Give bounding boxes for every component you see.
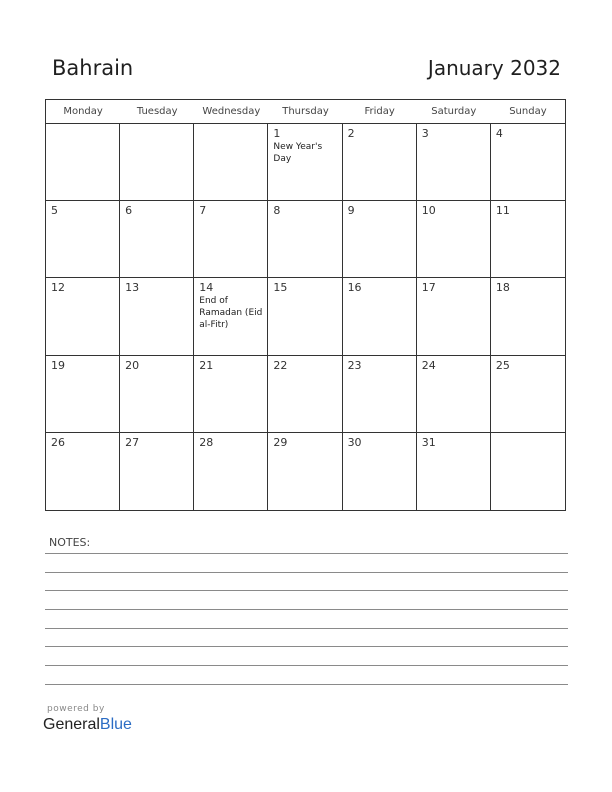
day-number: 7 — [199, 204, 207, 218]
calendar-day-cell[interactable] — [268, 356, 342, 433]
day-number: 28 — [199, 435, 214, 449]
calendar-day-cell[interactable] — [268, 201, 342, 278]
calendar-day-cell[interactable] — [417, 356, 491, 433]
day-number: 14 — [199, 281, 214, 295]
day-number: 2 — [347, 127, 355, 140]
note-line — [45, 609, 568, 610]
calendar-month-year: January 2032 — [427, 56, 561, 80]
calendar-day-cell[interactable] — [343, 356, 417, 433]
day-number: 18 — [495, 281, 510, 295]
calendar-day-cell[interactable] — [491, 124, 565, 201]
day-number: 17 — [421, 281, 436, 295]
day-number: 25 — [495, 358, 510, 372]
brand-logo[interactable] — [43, 716, 132, 734]
calendar-day-cell[interactable] — [194, 124, 268, 201]
day-number: 1 — [273, 127, 281, 140]
calendar-day-cell[interactable] — [120, 124, 194, 201]
holiday-event: New Year's Day — [273, 142, 323, 164]
day-number: 12 — [51, 281, 65, 295]
weekday-header-saturday: Saturday — [417, 100, 491, 124]
calendar-day-cell[interactable] — [46, 433, 120, 510]
day-number: 27 — [125, 435, 140, 449]
calendar-day-cell[interactable] — [194, 433, 268, 510]
day-number: 23 — [347, 358, 362, 372]
calendar-day-cell[interactable] — [343, 433, 417, 510]
calendar-day-cell[interactable] — [343, 201, 417, 278]
day-number: 19 — [51, 358, 65, 372]
day-number: 31 — [421, 435, 436, 449]
note-line — [45, 684, 568, 685]
note-line — [45, 572, 568, 573]
day-number: 8 — [273, 204, 281, 218]
calendar-day-cell[interactable] — [417, 433, 491, 510]
day-number: 29 — [273, 435, 288, 449]
note-line — [45, 590, 568, 591]
weekday-header-sunday: Sunday — [491, 100, 565, 124]
calendar-day-cell[interactable] — [491, 278, 565, 355]
calendar-day-cell[interactable] — [46, 278, 120, 355]
day-number: 15 — [273, 281, 288, 295]
calendar-day-cell[interactable] — [120, 201, 194, 278]
day-number: 21 — [199, 358, 214, 372]
holiday-event: End of Ramadan (Eid al-Fitr) — [199, 296, 263, 331]
day-number: 4 — [495, 127, 503, 140]
calendar-day-cell[interactable] — [46, 124, 120, 201]
note-line — [45, 553, 568, 554]
day-number: 20 — [125, 358, 140, 372]
day-number: 6 — [125, 204, 133, 218]
calendar-day-cell[interactable] — [343, 278, 417, 355]
calendar-day-cell[interactable] — [120, 278, 194, 355]
calendar-day-cell[interactable] — [491, 433, 565, 510]
day-number: 24 — [421, 358, 436, 372]
day-number: 22 — [273, 358, 288, 372]
calendar-day-cell[interactable] — [46, 201, 120, 278]
day-number: 9 — [347, 204, 355, 218]
calendar-day-cell[interactable] — [417, 124, 491, 201]
day-number: 13 — [125, 281, 140, 295]
calendar-day-cell[interactable] — [343, 124, 417, 201]
calendar-day-cell[interactable] — [417, 201, 491, 278]
weekday-header-wednesday: Wednesday — [194, 100, 268, 124]
calendar-day-cell[interactable] — [46, 356, 120, 433]
day-number: 3 — [421, 127, 429, 140]
calendar-day-cell[interactable] — [194, 278, 268, 355]
calendar-day-cell[interactable] — [194, 356, 268, 433]
notes-label: NOTES: — [49, 536, 91, 549]
day-number: 5 — [51, 204, 58, 218]
weekday-header-friday: Friday — [343, 100, 417, 124]
calendar-day-cell[interactable] — [268, 124, 342, 201]
calendar-grid — [45, 99, 566, 511]
day-number: 10 — [421, 204, 436, 218]
brand-logo-blue: Blue — [99, 716, 132, 733]
calendar-day-cell[interactable] — [194, 201, 268, 278]
day-number: 30 — [347, 435, 362, 449]
weekday-header-thursday: Thursday — [268, 100, 342, 124]
calendar-day-cell[interactable] — [120, 356, 194, 433]
weekday-header-monday: Monday — [46, 100, 120, 124]
weekday-header-tuesday: Tuesday — [120, 100, 194, 124]
note-line — [45, 665, 568, 666]
day-number: 11 — [495, 204, 510, 218]
calendar-day-cell[interactable] — [268, 433, 342, 510]
powered-by-text: powered by — [47, 704, 105, 714]
calendar-day-cell[interactable] — [491, 356, 565, 433]
calendar-day-cell[interactable] — [491, 201, 565, 278]
calendar-day-cell[interactable] — [268, 278, 342, 355]
note-line — [45, 628, 568, 629]
brand-logo-general: General — [43, 716, 100, 733]
note-line — [45, 646, 568, 647]
calendar-day-cell[interactable] — [417, 278, 491, 355]
day-number: 16 — [347, 281, 362, 295]
calendar-country-title: Bahrain — [52, 56, 134, 80]
calendar-day-cell[interactable] — [120, 433, 194, 510]
day-number: 26 — [51, 435, 65, 449]
